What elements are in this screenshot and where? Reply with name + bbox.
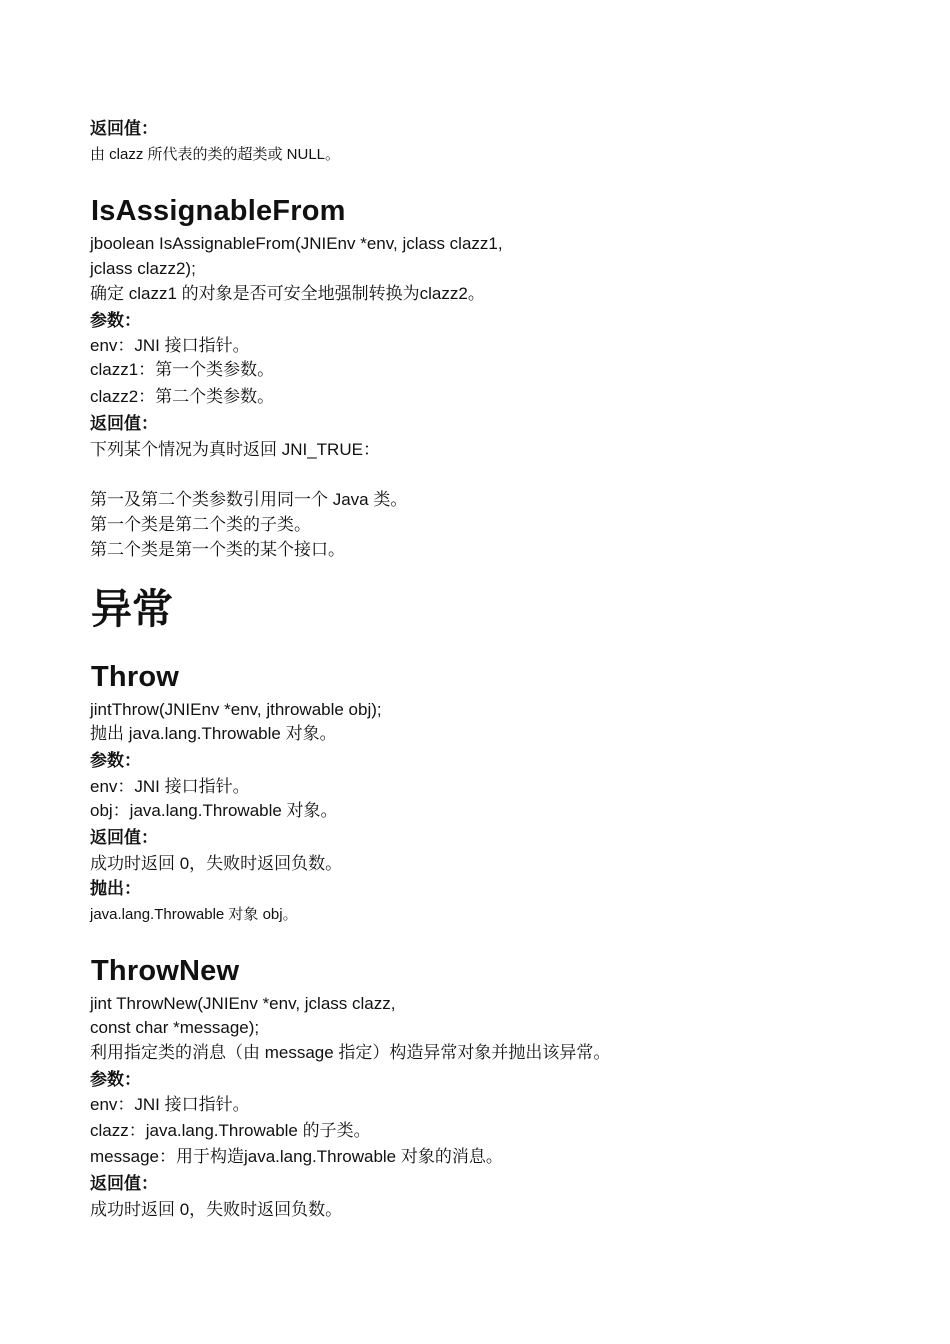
- param-message: message：用于构造java.lang.Throwable 对象的消息。: [90, 1147, 503, 1166]
- condition-item: 第一及第二个类参数引用同一个 Java 类。: [90, 490, 408, 509]
- param-obj: obj：java.lang.Throwable 对象。: [90, 801, 338, 820]
- param-env: env：JNI 接口指针。: [90, 777, 250, 796]
- thrownew-signature-line1: jint ThrowNew(JNIEnv *env, jclass clazz,: [90, 994, 396, 1013]
- params-label: 参数：: [90, 311, 141, 330]
- returns-label: 返回值：: [90, 1174, 158, 1193]
- throws-text: java.lang.Throwable 对象 obj。: [90, 906, 298, 923]
- params-label: 参数：: [90, 751, 141, 770]
- thrownew-signature-line2: const char *message);: [90, 1018, 260, 1037]
- returns-label: 返回值：: [90, 414, 158, 433]
- isassignablefrom-description: 确定 clazz1 的对象是否可安全地强制转换为clazz2。: [90, 284, 485, 303]
- returns-text: 下列某个情况为真时返回 JNI_TRUE：: [90, 440, 380, 459]
- isassignablefrom-signature-line2: jclass clazz2);: [90, 259, 196, 278]
- returns-text: 成功时返回 0，失败时返回负数。: [90, 854, 343, 873]
- param-clazz1: clazz1：第一个类参数。: [90, 360, 275, 379]
- isassignablefrom-signature-line1: jboolean IsAssignableFrom(JNIEnv *env, jclass clazz1,: [90, 234, 503, 253]
- param-env: env：JNI 接口指针。: [90, 336, 250, 355]
- condition-item: 第一个类是第二个类的子类。: [90, 515, 311, 534]
- param-clazz2: clazz2：第二个类参数。: [90, 387, 275, 406]
- thrownew-description: 利用指定类的消息（由 message 指定）构造异常对象并抛出该异常。: [90, 1043, 611, 1062]
- throw-heading: Throw: [91, 661, 179, 693]
- returns-text: 由 clazz 所代表的类的超类或 NULL。: [90, 146, 341, 163]
- throws-label: 抛出：: [90, 879, 141, 898]
- returns-text: 成功时返回 0，失败时返回负数。: [90, 1200, 343, 1219]
- condition-item: 第二个类是第一个类的某个接口。: [90, 540, 345, 559]
- throw-description: 抛出 java.lang.Throwable 对象。: [90, 724, 337, 743]
- exceptions-heading: 异常: [91, 586, 173, 632]
- returns-label: 返回值：: [90, 828, 158, 847]
- isassignablefrom-heading: IsAssignableFrom: [91, 195, 346, 227]
- thrownew-heading: ThrowNew: [91, 955, 240, 987]
- throw-signature: jintThrow(JNIEnv *env, jthrowable obj);: [90, 700, 382, 719]
- param-clazz: clazz：java.lang.Throwable 的子类。: [90, 1121, 371, 1140]
- returns-label: 返回值：: [90, 119, 158, 138]
- param-env: env：JNI 接口指针。: [90, 1095, 250, 1114]
- params-label: 参数：: [90, 1070, 141, 1089]
